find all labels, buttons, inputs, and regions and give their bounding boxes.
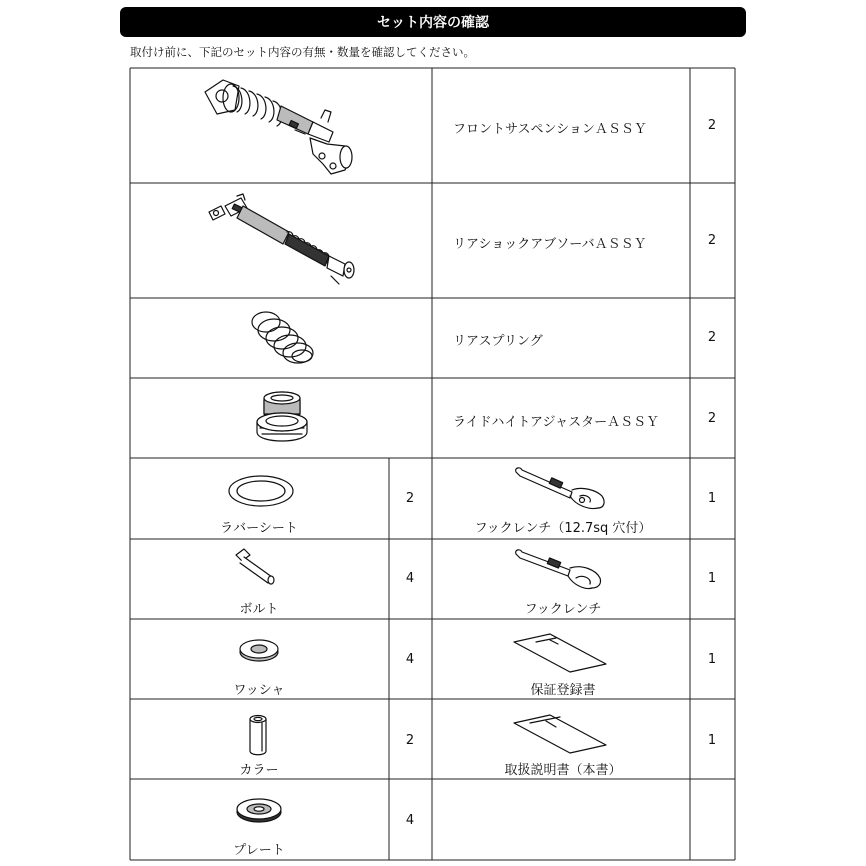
item-qty-washer: 4 — [405, 652, 415, 667]
item-name-hook-wrench-with-hole: フックレンチ（12.7sq 穴付） — [474, 521, 652, 536]
ride-height-adjuster-illustration — [252, 388, 312, 450]
bolt-illustration — [232, 547, 282, 587]
item-name-rear-spring: リアスプリング — [453, 334, 543, 349]
item-name-ride-height-adjuster: ライドハイトアジャスターＡＳＳＹ — [453, 415, 660, 430]
item-qty-rear-spring: 2 — [707, 330, 717, 345]
hook-wrench-with-hole-illustration — [510, 466, 610, 512]
item-name-manual: 取扱説明書（本書） — [504, 763, 622, 778]
item-qty-collar: 2 — [405, 733, 415, 748]
item-name-washer: ワッシャ — [233, 683, 285, 698]
item-qty-bolt: 4 — [405, 571, 415, 586]
coil-spring-illustration — [244, 308, 320, 368]
item-qty-rear-shock: 2 — [707, 233, 717, 248]
section-header — [120, 7, 746, 37]
item-qty-manual: 1 — [707, 733, 717, 748]
instruction-text: 取付け前に、下記のセット内容の有無・数量を確認してください。 — [130, 45, 475, 59]
item-name-bolt: ボルト — [239, 602, 279, 617]
front-suspension-illustration — [195, 74, 365, 179]
item-qty-rubber-seat: 2 — [405, 491, 415, 506]
item-name-rear-shock: リアショックアブソーバＡＳＳＹ — [453, 237, 647, 252]
hook-wrench-illustration — [510, 548, 606, 592]
item-name-warranty-card: 保証登録書 — [530, 683, 596, 698]
item-name-plate: プレート — [233, 843, 285, 858]
collar-illustration — [246, 713, 270, 757]
item-qty-hook-wrench: 1 — [707, 571, 717, 586]
item-qty-warranty-card: 1 — [707, 652, 717, 667]
item-qty-plate: 4 — [405, 813, 415, 828]
rear-shock-absorber-illustration — [203, 192, 363, 292]
manual-illustration — [510, 713, 610, 753]
plate-illustration — [234, 795, 284, 825]
item-name-hook-wrench: フックレンチ — [524, 602, 602, 617]
item-qty-hook-wrench-with-hole: 1 — [707, 491, 717, 506]
item-qty-ride-height-adjuster: 2 — [707, 411, 717, 426]
washer-illustration — [238, 636, 280, 664]
item-name-collar: カラー — [239, 763, 279, 778]
warranty-card-illustration — [510, 632, 610, 672]
item-name-rubber-seat: ラバーシート — [220, 521, 298, 536]
section-title: セット内容の確認 — [377, 15, 489, 31]
rubber-seat-illustration — [226, 473, 296, 509]
item-name-front-suspension: フロントサスペンションＡＳＳＹ — [453, 122, 647, 137]
item-qty-front-suspension: 2 — [707, 118, 717, 133]
